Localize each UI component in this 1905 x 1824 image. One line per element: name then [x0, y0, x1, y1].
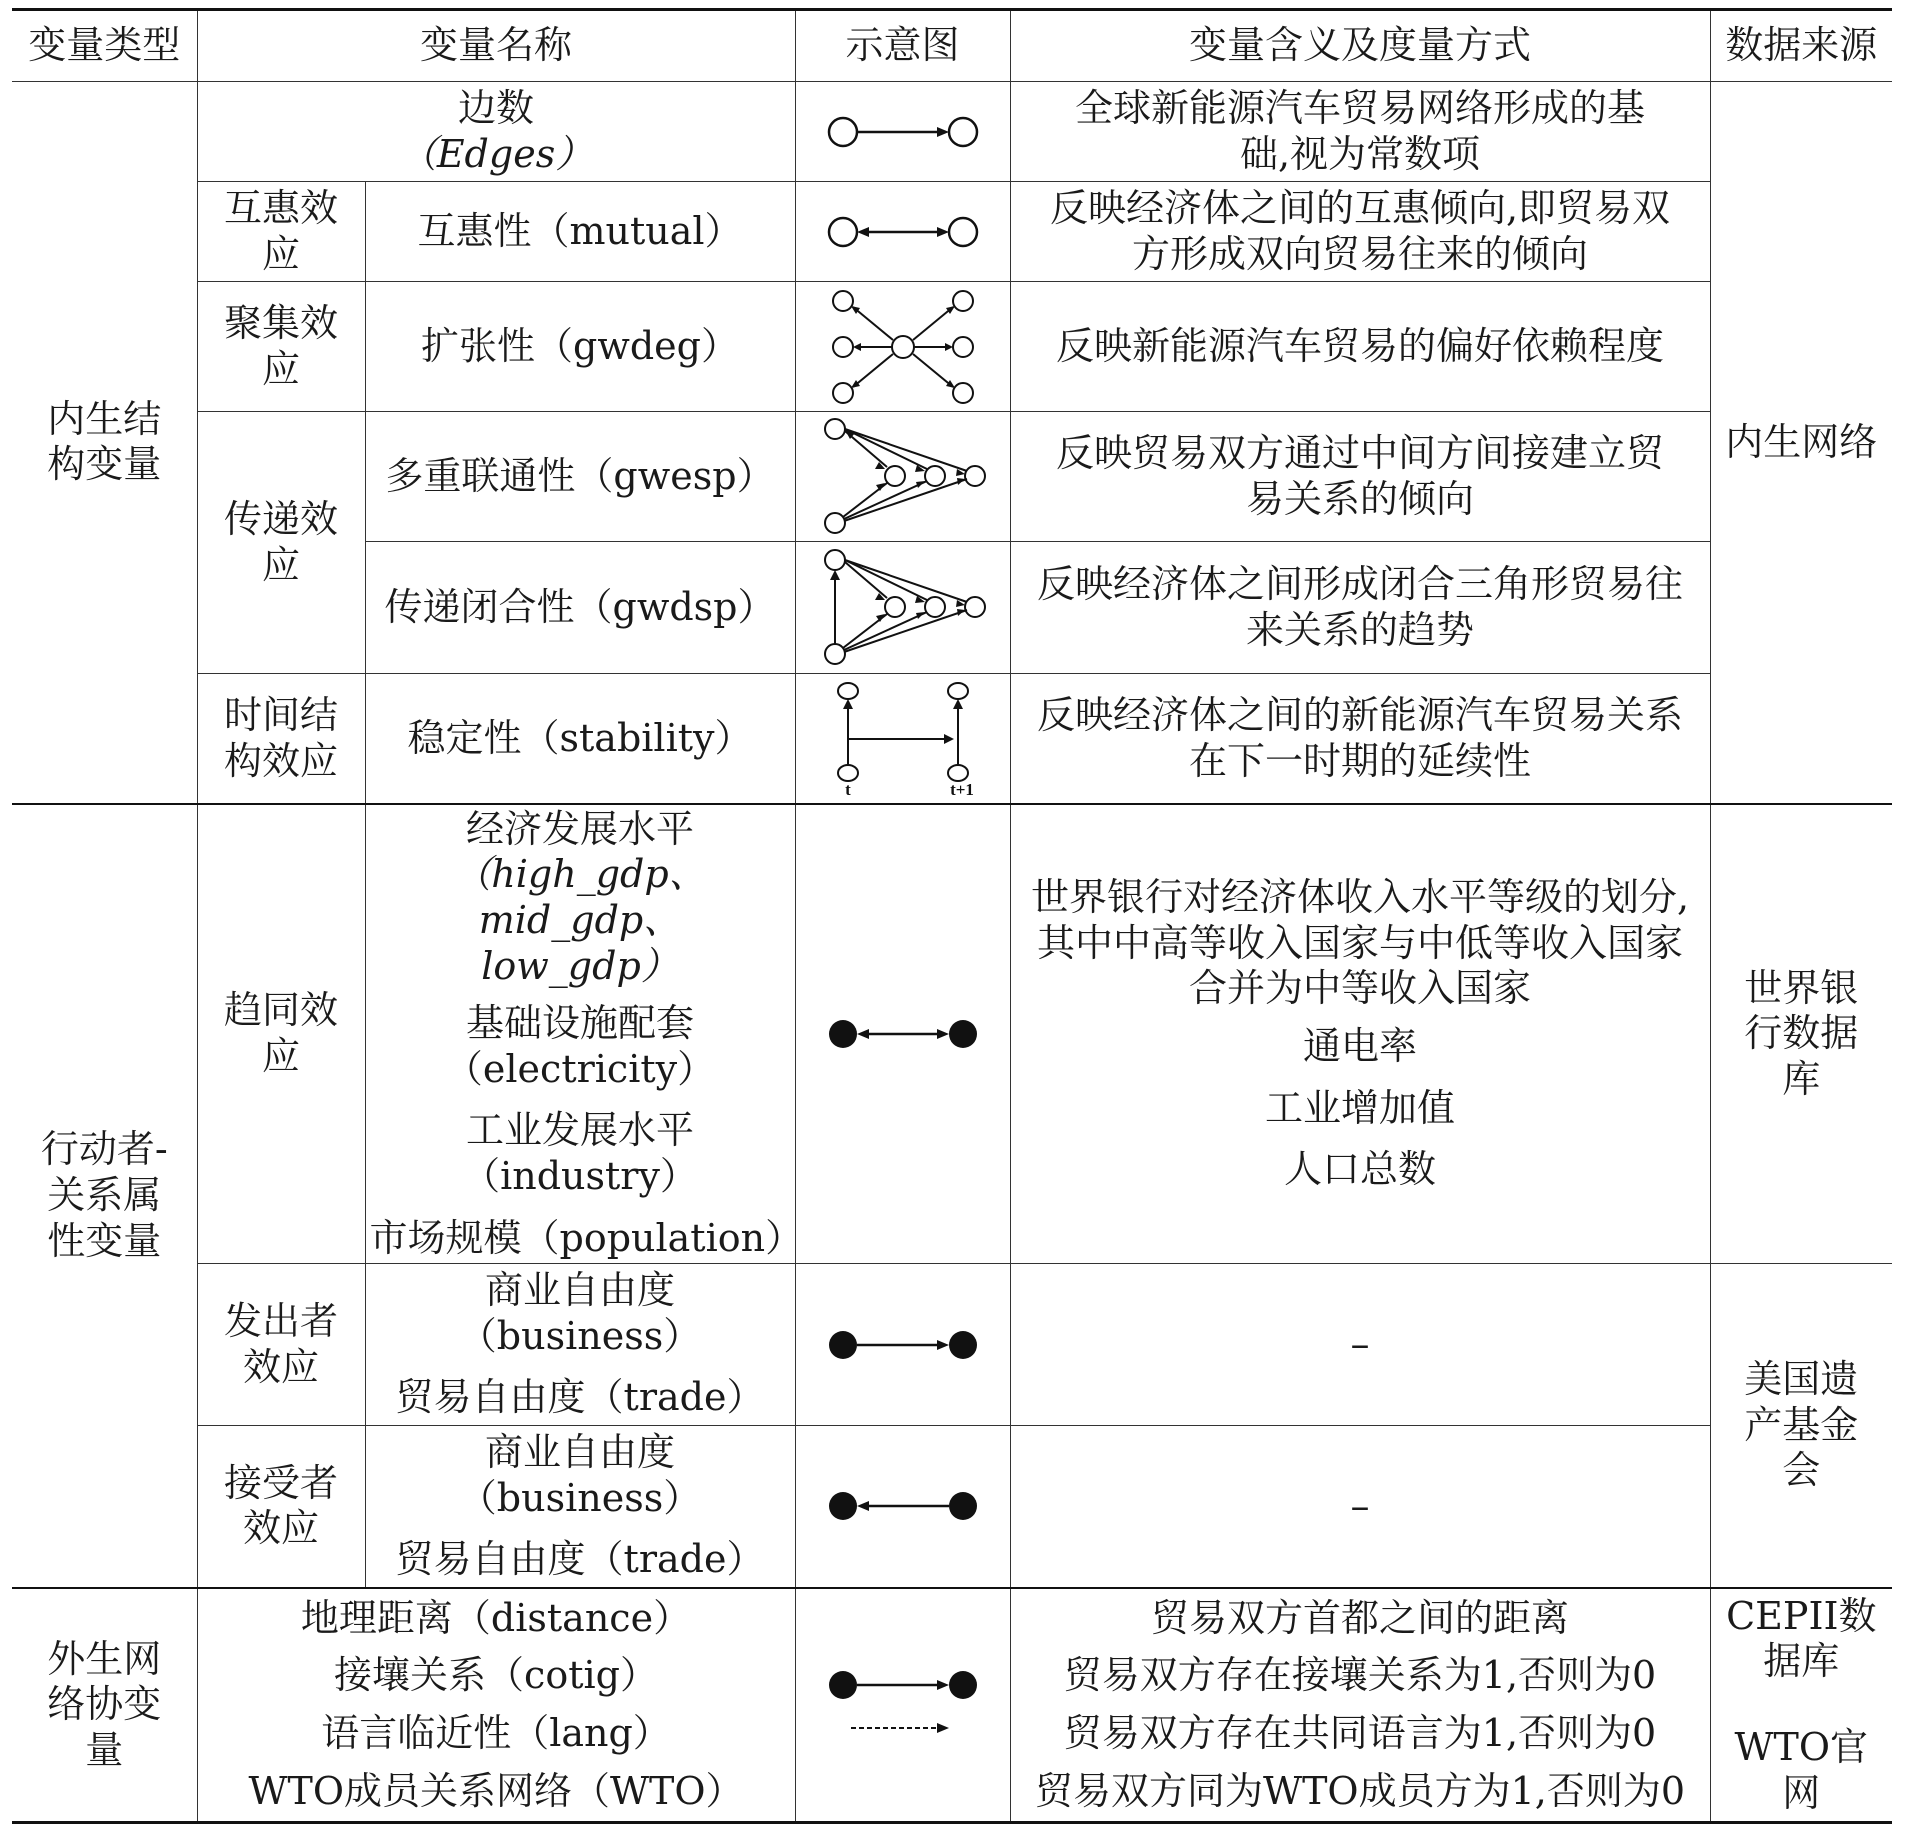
header-type: 变量类型	[12, 10, 197, 82]
name-gdp-vars: （high_gdp、mid_gdp、	[453, 852, 707, 943]
source-endogenous: 内生网络	[1710, 82, 1892, 804]
diagram-homophily	[795, 804, 1010, 1264]
meaning-wto: 贸易双方同为WTO成员方为1,否则为0	[1035, 1768, 1686, 1813]
meaning-gwdeg: 反映新能源汽车贸易的偏好依赖程度	[1010, 282, 1710, 412]
effect-homophily: 趋同效应	[197, 804, 365, 1264]
source-worldbank	[1710, 804, 1892, 1264]
meaning-stability: 反映经济体之间的新能源汽车贸易关系在下一时期的延续性	[1010, 674, 1710, 804]
name-gdp: 经济发展水平	[466, 806, 695, 851]
name-receiver-trade: 贸易自由度（trade）	[395, 1537, 765, 1582]
name-sender-trade: 贸易自由度（trade）	[395, 1375, 765, 1420]
meaning-receiver: –	[1010, 1426, 1710, 1588]
meaning-gwdsp: 反映经济体之间形成闭合三角形贸易往来关系的趋势	[1010, 542, 1710, 674]
row-edges	[12, 82, 1892, 182]
name-gwesp: 多重联通性（gwesp）	[365, 412, 795, 542]
source-wto: WTO官网	[1734, 1725, 1869, 1815]
gwesp-diagram-icon	[813, 417, 993, 537]
meaning-sender: –	[1010, 1264, 1710, 1426]
meaning-population: 人口总数	[1284, 1147, 1437, 1192]
header-meaning: 变量含义及度量方式	[1010, 10, 1710, 82]
row-stability	[12, 674, 1892, 804]
header-name: 变量名称	[197, 10, 795, 82]
name-industry: 工业发展水平（industry）	[462, 1108, 698, 1199]
name-sender	[365, 1264, 795, 1426]
sender-diagram-icon	[823, 1320, 983, 1370]
type-endogenous	[12, 82, 197, 804]
type-actor-label: 行动者-关系属性变量	[40, 1127, 168, 1263]
name-edges-en: （Edges）	[398, 131, 594, 176]
meaning-exogenous	[1010, 1588, 1710, 1823]
meaning-industry: 工业增加值	[1265, 1085, 1456, 1130]
stability-label-t: t	[844, 779, 851, 799]
row-homophily	[12, 804, 1892, 1264]
exogenous-diagram-icon	[823, 1660, 983, 1750]
effect-sender: 发出者效应	[197, 1264, 365, 1426]
name-distance: 地理距离（distance）	[300, 1595, 692, 1640]
row-mutual	[12, 182, 1892, 282]
row-gwdeg	[12, 282, 1892, 412]
diagram-sender	[795, 1264, 1010, 1426]
source-exogenous	[1710, 1588, 1892, 1823]
name-gwdsp: 传递闭合性（gwdsp）	[365, 542, 795, 674]
name-exogenous	[197, 1588, 795, 1823]
source-worldbank-label: 世界银行数据库	[1744, 965, 1859, 1101]
row-gwesp	[12, 412, 1892, 542]
source-heritage-label: 美国遗产基金会	[1744, 1357, 1859, 1493]
source-heritage	[1710, 1264, 1892, 1588]
effect-gwdeg: 聚集效应	[197, 282, 365, 412]
name-cotig: 接壤关系（cotig）	[334, 1653, 658, 1698]
diagram-receiver	[795, 1426, 1010, 1588]
variable-table	[12, 8, 1892, 1824]
star-diagram-icon	[818, 287, 988, 407]
type-endogenous-label: 内生结构变量	[47, 396, 162, 487]
stability-diagram-icon	[818, 679, 988, 799]
header-source: 数据来源	[1710, 10, 1892, 82]
name-electricity: 基础设施配套（electricity）	[444, 1001, 716, 1091]
edges-diagram-icon	[823, 107, 983, 157]
name-edges	[197, 82, 795, 182]
diagram-gwdeg	[795, 282, 1010, 412]
source-cepii: CEPII数据库	[1726, 1593, 1877, 1684]
diagram-exogenous	[795, 1588, 1010, 1823]
name-gdp-vars-2: low_gdp）	[481, 943, 679, 988]
name-population: 市场规模（population）	[369, 1215, 804, 1260]
meaning-distance: 贸易双方首都之间的距离	[1151, 1595, 1570, 1640]
name-sender-business: 商业自由度（business）	[458, 1268, 702, 1358]
name-edges-cn: 边数	[458, 86, 535, 130]
effect-mutual: 互惠效应	[197, 182, 365, 282]
meaning-gdp-2: 其中中高等收入国家与中低等收入国家	[1037, 920, 1684, 965]
meaning-cotig: 贸易双方存在接壤关系为1,否则为0	[1063, 1653, 1657, 1698]
diagram-edges	[795, 82, 1010, 182]
row-sender	[12, 1264, 1892, 1426]
stability-label-t1: t+1	[949, 779, 974, 799]
meaning-mutual: 反映经济体之间的互惠倾向,即贸易双方形成双向贸易往来的倾向	[1010, 182, 1710, 282]
mutual-diagram-icon	[823, 207, 983, 257]
diagram-gwdsp	[795, 542, 1010, 674]
effect-receiver: 接受者效应	[197, 1426, 365, 1588]
effect-stability: 时间结构效应	[197, 674, 365, 804]
name-receiver	[365, 1426, 795, 1588]
name-gwdeg: 扩张性（gwdeg）	[365, 282, 795, 412]
receiver-diagram-icon	[823, 1481, 983, 1531]
homophily-diagram-icon	[823, 1009, 983, 1059]
meaning-gwesp: 反映贸易双方通过中间方间接建立贸易关系的倾向	[1010, 412, 1710, 542]
name-mutual: 互惠性（mutual）	[365, 182, 795, 282]
row-exogenous	[12, 1588, 1892, 1823]
name-wto: WTO成员关系网络（WTO）	[248, 1768, 744, 1813]
diagram-stability	[795, 674, 1010, 804]
meaning-edges: 全球新能源汽车贸易网络形成的基础,视为常数项	[1010, 82, 1710, 182]
meaning-gdp-1: 世界银行对经济体收入水平等级的划分,	[1030, 875, 1690, 920]
name-stability: 稳定性（stability）	[365, 674, 795, 804]
row-receiver	[12, 1426, 1892, 1588]
header-row	[12, 10, 1892, 82]
meaning-electricity: 通电率	[1303, 1024, 1418, 1069]
effect-transitive: 传递效应	[197, 412, 365, 674]
diagram-gwesp	[795, 412, 1010, 542]
meaning-homophily	[1010, 804, 1710, 1264]
type-exogenous-label: 外生网络协变量	[47, 1636, 162, 1772]
name-receiver-business: 商业自由度（business）	[458, 1430, 702, 1520]
gwdsp-diagram-icon	[813, 548, 993, 668]
meaning-lang: 贸易双方存在共同语言为1,否则为0	[1063, 1711, 1657, 1756]
meaning-gdp-3: 合并为中等收入国家	[1189, 966, 1532, 1011]
name-lang: 语言临近性（lang）	[321, 1711, 671, 1756]
name-homophily	[365, 804, 804, 1264]
header-diagram: 示意图	[795, 10, 1010, 82]
type-actor	[12, 804, 197, 1588]
type-exogenous	[12, 1588, 197, 1823]
diagram-mutual	[795, 182, 1010, 282]
